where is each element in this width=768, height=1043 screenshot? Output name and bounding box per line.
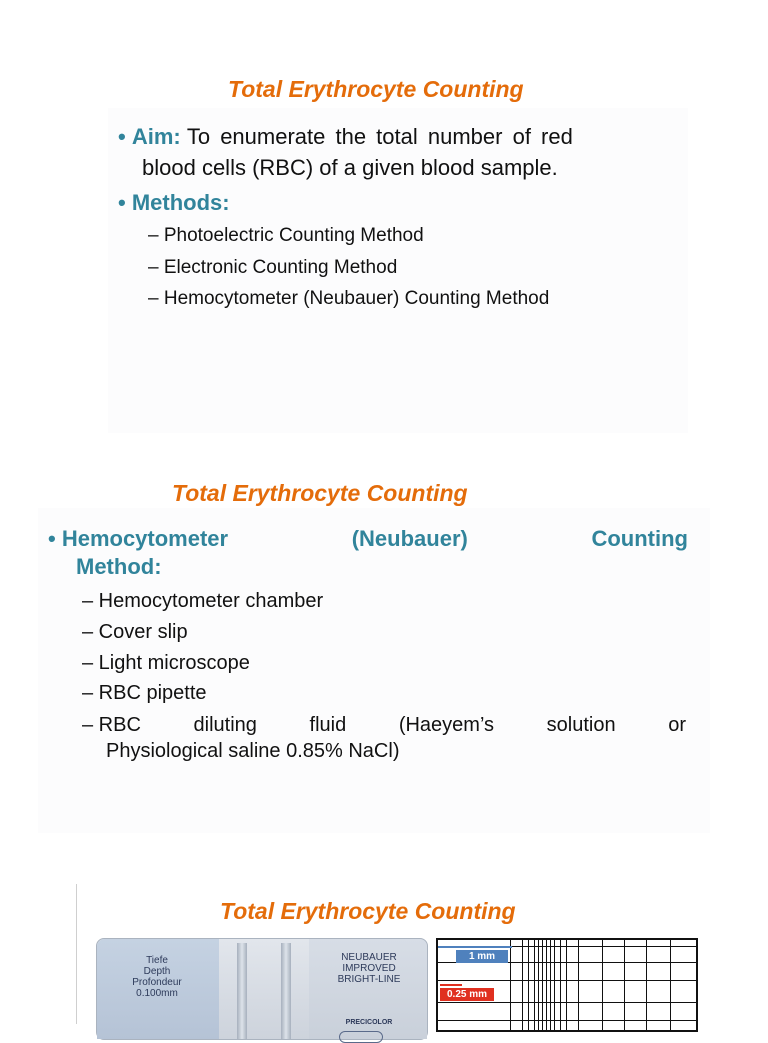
method-item: – Photoelectric Counting Method <box>148 225 424 246</box>
bullet-dot: • <box>118 190 126 215</box>
grid-line <box>566 940 567 1030</box>
methods-bullet <box>118 190 230 216</box>
device-text-line: NEUBAUER <box>341 952 397 963</box>
heading-line2: Method: <box>76 554 162 579</box>
grid-guide-1mm <box>438 946 512 948</box>
device-text-line: 0.100mm <box>136 988 178 999</box>
item-word: fluid <box>309 714 347 736</box>
diluting-fluid-item <box>82 714 686 737</box>
grid-guide-025mm <box>440 984 462 986</box>
grid-line <box>560 940 561 1030</box>
grid-line <box>522 940 523 1030</box>
grid-line <box>578 940 579 1030</box>
grid-line <box>510 940 511 1030</box>
item-word: – RBC <box>82 714 141 736</box>
slide-1 <box>0 0 768 440</box>
item-word: solution <box>546 714 616 736</box>
aim-text-line1: To enumerate the total number of red <box>186 124 573 149</box>
device-text-line: IMPROVED <box>342 963 396 974</box>
grid-line <box>542 940 543 1030</box>
aim-label: Aim: <box>131 124 181 149</box>
grid-line <box>438 1002 696 1003</box>
grid-line <box>546 940 547 1030</box>
device-text-line: Profondeur <box>132 977 182 988</box>
equipment-item: – Hemocytometer chamber <box>82 590 324 612</box>
grid-line <box>670 940 671 1030</box>
item-word: diluting <box>193 714 257 736</box>
heading-word: Counting <box>591 526 688 551</box>
device-glass <box>219 939 309 1039</box>
grid-line <box>624 940 625 1030</box>
grid-line <box>534 940 535 1030</box>
methods-label: Methods: <box>131 190 230 215</box>
heading-word-text: Hemocytometer <box>61 526 229 551</box>
grid-line <box>550 940 551 1030</box>
device-text-line: Depth <box>143 966 171 977</box>
equipment-item: – Light microscope <box>82 652 250 674</box>
slide-1-title: Total Erythrocyte Counting <box>228 76 524 102</box>
slide-3-border <box>76 884 77 1024</box>
grid-line <box>554 940 555 1030</box>
hemocytometer-image <box>96 938 428 1040</box>
grid-line <box>602 940 603 1030</box>
device-groove <box>237 943 247 1039</box>
hemocytometer-heading <box>48 526 688 552</box>
device-logo <box>339 1031 383 1043</box>
device-brand-text <box>317 952 421 985</box>
diluting-fluid-line2: Physiological saline 0.85% NaCl) <box>106 740 400 762</box>
device-text-line: BRIGHT-LINE <box>337 974 401 985</box>
equipment-item: – RBC pipette <box>82 682 207 704</box>
slide-3 <box>0 860 768 1024</box>
device-depth-text <box>107 955 207 999</box>
grid-line <box>538 940 539 1030</box>
device-text-line: Tiefe <box>146 955 168 966</box>
grid-line <box>438 1020 696 1021</box>
item-word: or <box>668 714 686 736</box>
bullet-dot: • <box>48 526 62 551</box>
grid-label-025mm: 0.25 mm <box>440 988 494 1001</box>
device-maker-text: PRECICOLOR <box>345 1019 393 1026</box>
counting-grid <box>436 938 698 1032</box>
equipment-item: – Cover slip <box>82 621 188 643</box>
bullet-dot: • <box>118 124 126 149</box>
aim-text-line2: blood cells (RBC) of a given blood sample. <box>142 155 558 180</box>
grid-line <box>646 940 647 1030</box>
aim-bullet <box>118 124 573 150</box>
device-groove <box>281 943 291 1039</box>
slide-2-title: Total Erythrocyte Counting <box>172 480 468 506</box>
heading-word: (Neubauer) <box>351 526 468 551</box>
slide-3-title: Total Erythrocyte Counting <box>220 898 516 924</box>
grid-line <box>528 940 529 1030</box>
slide-2 <box>0 440 768 860</box>
method-item: – Electronic Counting Method <box>148 257 398 278</box>
method-item: – Hemocytometer (Neubauer) Counting Method <box>148 288 550 309</box>
grid-label-1mm: 1 mm <box>456 950 508 963</box>
heading-word <box>48 526 228 552</box>
grid-line <box>438 980 696 981</box>
item-word: (Haeyem’s <box>398 714 495 736</box>
